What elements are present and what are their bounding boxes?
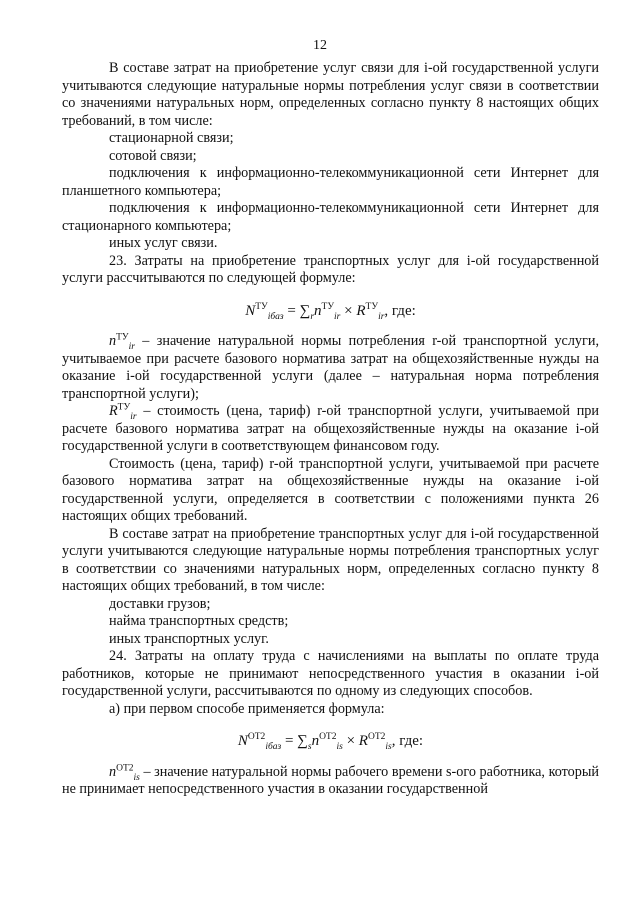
list-item-communication: сотовой связи; — [109, 147, 197, 164]
document-body — [62, 60, 599, 799]
term-r-tu: $R^{ТУ}_{ir}$ — [109, 402, 137, 422]
paragraph-24a: а) при первом способе применяется формула: — [109, 700, 385, 717]
paragraph-24: 24. Затраты на оплату труда с начислениями на выплаты по оплате труда работников, которые не принимают непосредственного участия в оказании i-ой государственной услуги, рассчитываются по одному из следующих способов. — [62, 648, 599, 699]
sum-symbol: ∑ — [297, 733, 308, 749]
list-item-communication: стационарной связи; — [109, 130, 234, 146]
term-n-tu: $n^{ТУ}_{ir}$ — [109, 332, 135, 352]
paragraph-transport-cost: Стоимость (цена, тариф) r-ой транспортной услуги, учитываемой при расчете базового норматива затрат на общехозяйственные нужды на оказание i-ой государственной услуги, определяется в соответствии с положениями пункта 26 настоящих общих требований. — [62, 455, 599, 524]
list-item-communication: иных услуг связи. — [109, 235, 218, 251]
formula-transport-services: $N^{ТУ}_{iбаз} = \sum_rn^{ТУ}_{ir} \times R^{ТУ}_{ir}$, где: — [245, 301, 416, 322]
list-item-transport: иных транспортных услуг. — [109, 630, 269, 647]
list-item-transport: доставки грузов; — [109, 595, 211, 612]
paragraph-transport-norms: В составе затрат на приобретение транспортных услуг для i-ой государственной услуги учитываются следующие натуральные нормы потребления транспортных услуг в соответствии со значениями натуральных норм, определенных согласно пункту 8 настоящих общих требований, в том числе: — [62, 525, 599, 594]
formula-lhs: $N^{ТУ}_{iбаз}$ — [245, 301, 284, 322]
paragraph-23: 23. Затраты на приобретение транспортных услуг для i-ой государственной услуги рассчитываются по следующей формуле: — [62, 252, 599, 286]
formula-labor-costs: $N^{ОТ2}_{iбаз} = \sum_sn^{ОТ2}_{is} \times R^{ОТ2}_{is}$, где: — [237, 732, 424, 752]
sum-symbol: ∑ — [299, 302, 311, 319]
definition-n-ot2: $n^{ОТ2}_{is}$ – значение натуральной нормы рабочего времени s-ого работника, который не принимает непосредственного участия в оказании государственной — [62, 762, 599, 797]
definition-n-tu: $n^{ТУ}_{ir}$ – значение натуральной нормы потребления r-ой транспортной услуги, учитываемое при расчете базового норматива затрат на общехозяйственные нужды на оказание i-ой государственной услуги (далее – натуральная норма потребления транспортной услуги); — [62, 332, 599, 402]
list-item-transport: найма транспортных средств; — [109, 613, 289, 629]
term-n-ot2: $n^{ОТ2}_{is}$ — [109, 762, 140, 783]
formula-lhs: $N^{ОТ2}_{iбаз}$ — [237, 732, 282, 752]
list-item-communication: подключения к информационно-телекоммуникационной сети Интернет для стационарного компьютера; — [62, 200, 599, 234]
definition-r-tu: $R^{ТУ}_{ir}$ – стоимость (цена, тариф) r-ой транспортной услуги, учитываемой при расчете базового норматива затрат на общехозяйственные нужды на оказание i-ой государственной услуги в соответствующем финансовом году. — [62, 402, 599, 454]
list-item-communication: подключения к информационно-телекоммуникационной сети Интернет для планшетного компьютера; — [62, 165, 599, 199]
paragraph-communication-norms: В составе затрат на приобретение услуг связи для i-ой государственной услуги учитываются следующие натуральные нормы потребления услуг связи в соответствии со значениями натуральных норм, определенных согласно пункту 8 настоящих общих требований, в том числе: — [62, 60, 599, 129]
page-number: 12 — [313, 38, 327, 53]
